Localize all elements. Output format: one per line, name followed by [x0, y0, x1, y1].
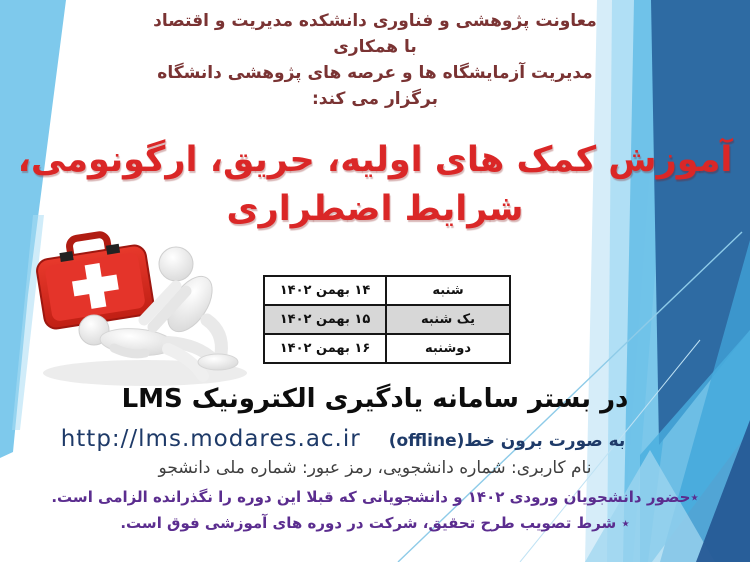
- lms-platform-line: در بستر سامانه یادگیری الکترونیک LMS: [121, 384, 629, 414]
- lms-url-link[interactable]: http://lms.modares.ac.ir: [60, 426, 361, 452]
- day-cell: دوشنبه: [386, 334, 510, 363]
- day-cell: شنبه: [386, 276, 510, 305]
- table-row: [264, 276, 510, 305]
- date-cell: ۱۴ بهمن ۱۴۰۲: [264, 276, 386, 305]
- credentials-line: نام کاربری: شماره دانشجویی، رمز عبور: شماره ملی دانشجو: [158, 458, 592, 478]
- course-title-line-2: شرایط اضطراری: [226, 189, 524, 229]
- organizer-line-2: با همکاری: [333, 37, 417, 57]
- schedule-table: [263, 275, 511, 364]
- organizer-line-4: برگزار می کند:: [311, 89, 439, 109]
- organizer-line-3: مدیریت آزمایشگاه ها و عرصه های پژوهشی دانشگاه: [157, 63, 593, 83]
- table-row: [264, 334, 510, 363]
- date-cell: ۱۵ بهمن ۱۴۰۲: [264, 305, 386, 334]
- url-row: [0, 426, 718, 452]
- requirement-note: ٭ شرط تصویب طرح تحقیق، شرکت در دوره های آموزشی فوق است.: [120, 514, 630, 532]
- day-cell: یک شنبه: [386, 305, 510, 334]
- course-title-line-1: آموزش کمک های اولیه، حریق، ارگونومی،: [17, 140, 733, 180]
- table-row: [264, 305, 510, 334]
- organizer-line-1: معاونت پژوهشی و فناوری دانشکده مدیریت و اقتصاد: [153, 11, 597, 31]
- course-title: [0, 136, 750, 234]
- attendance-note: ٭حضور دانشجویان ورودی ۱۴۰۲ و دانشجویانی که قبلا این دوره را نگذرانده الزامی است.: [51, 488, 699, 506]
- date-cell: ۱۶ بهمن ۱۴۰۲: [264, 334, 386, 363]
- offline-mode-label: به صورت برون خط(offline): [388, 431, 626, 451]
- cpr-first-aid-illustration: [20, 218, 260, 398]
- organizer-header: [0, 8, 750, 112]
